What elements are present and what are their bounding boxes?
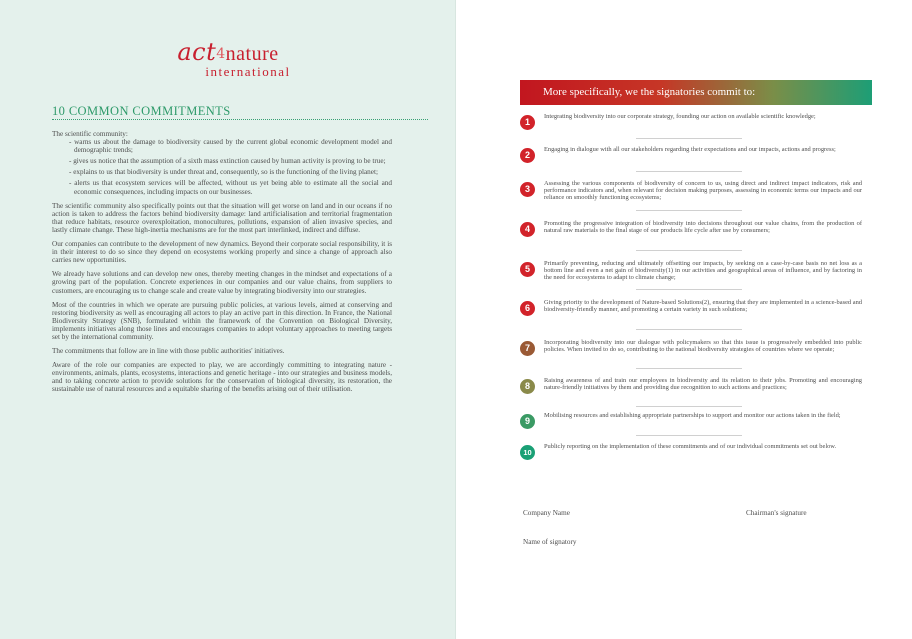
commitment-text: Engaging in dialogue with all our stakeholders regarding their expectations and our impacts, actions and progress; <box>544 146 836 153</box>
commitment-text: Integrating biodiversity into our corporate strategy, founding our action on available scientific knowledge; <box>544 113 816 120</box>
commitment-number-badge: 8 <box>520 379 535 394</box>
commitment-text: Primarily preventing, reducing and ultimately offsetting our impacts, by seeking on a case-by-case basis no net loss as a bottom line and even a net gain of biodiversity(1) in our activities and geographical areas of influence, and by factoring in the need for ecosystems to adapt to climate change; <box>544 260 862 282</box>
act4nature-logo <box>0 40 456 80</box>
bullet-item: - warns us about the damage to biodiversity caused by the current global economic development model and demographic trends; <box>69 138 392 155</box>
chairman-signature-label: Chairman's signature <box>746 509 807 517</box>
commitment-divider <box>636 406 742 407</box>
commitment-text: Mobilising resources and establishing appropriate partnerships to support and monitor our actions taken in the field; <box>544 412 841 419</box>
logo-four: 4 <box>216 46 226 62</box>
commitment-divider <box>636 250 742 251</box>
company-name-label: Company Name <box>523 509 570 517</box>
body-paragraph: Most of the countries in which we operate are pursuing public policies, at various levels, aimed at conserving and restoring biodiversity as well as encouraging all actors to play an active part in this direction. In France, the National Biodiversity Strategy (SNB), formulated within the framework of the Convention on Biological Diversity, implements initiatives along those lines and encourages companies to adopt voluntary approaches to meeting targets set by the international community. <box>52 300 392 341</box>
commitment-number-badge: 1 <box>520 115 535 130</box>
commitment-divider <box>636 329 742 330</box>
commitment-number-badge: 6 <box>520 301 535 316</box>
body-paragraph: The scientific community also specifically points out that the situation will get worse on land and in our oceans if no action is taken to address the factors behind biodiversity damage: land artificialisation and territorial fragmentation that reduce habitats, resource overexploitation, monocultures, pollutions, expansion of alien invasive species, and lastly climate change. These high-inertia mechanisms are for the most part interlinked, indirect and diffuse. <box>52 201 392 234</box>
body-paragraph: We already have solutions and can develop new ones, thereby meeting changes in the mindset and expectations of a growing part of the population. Concrete experiences in our companies and our value chains, from suppliers to customers, are encouraging us to change scale and create value by integrating biodiversity into our strategies. <box>52 270 392 295</box>
commitment-number-badge: 10 <box>520 445 535 460</box>
body-paragraph: The commitments that follow are in line with those public authorities' initiatives. <box>52 347 285 356</box>
commitment-divider <box>636 210 742 211</box>
commitment-text: Promoting the progressive integration of biodiversity into decisions throughout our value chains, from the production of natural raw materials to the final stage of our products life cycle after use by consumers; <box>544 220 862 235</box>
intro-paragraph: The scientific community: <box>52 130 128 138</box>
commitment-divider <box>636 138 742 139</box>
bullet-item: - gives us notice that the assumption of a sixth mass extinction caused by human activity is proving to be true; <box>69 157 386 166</box>
commitment-text: Incorporating biodiversity into our dialogue with policymakers so that this issue is progressively embedded into public policies. When invited to do so, contributing to the national biodiversity strategies of countries where we operate; <box>544 339 862 354</box>
commitment-text: Raising awareness of and train our employees in biodiversity and its relation to their jobs. Promoting and encouraging nature-friendly initiatives by them and providing due recognition to such actions and practices; <box>544 377 862 392</box>
section-title: 10 COMMON COMMITMENTS <box>52 104 231 118</box>
bullet-item: - explains to us that biodiversity is under threat and, consequently, so is the functioning of the living planet; <box>69 168 378 177</box>
logo-act: act <box>177 38 217 66</box>
logo-international: international <box>205 64 291 79</box>
body-paragraph: Our companies can contribute to the development of new dynamics. Beyond their corporate social responsibility, it is in their interest to do so since they depend on ecosystems working properly and since a change of approach also carries new opportunities. <box>52 240 392 265</box>
commitment-number-badge: 7 <box>520 341 535 356</box>
commitment-number-badge: 9 <box>520 414 535 429</box>
commitment-divider <box>636 289 742 290</box>
commitment-text: Giving priority to the development of Nature-based Solutions(2), ensuring that they are implemented in a science-based and biodiversity-friendly manner, and promoting a certain variety in such solutions; <box>544 299 862 314</box>
body-paragraph: Aware of the role our companies are expected to play, we are accordingly committing to integrating nature - environments, animals, plants, ecosystems, interactions and genetic heritage - into our strategies and business models, and to taking concrete action to provide solutions for the conservation of biological diversity, its restoration, the sustainable use of natural resources and a equitable sharing of the benefits arising out of their utilisation. <box>52 361 392 394</box>
commitments-banner: More specifically, we the signatories commit to: <box>520 80 872 105</box>
bullet-item: - alerts us that ecosystem services will be affected, without us yet being able to estimate all the social and economic consequences, including impacts on our businesses. <box>69 179 392 196</box>
commitment-number-badge: 2 <box>520 148 535 163</box>
commitment-text: Publicly reporting on the implementation of these commitments and of our individual commitments set out below. <box>544 443 837 450</box>
commitment-text: Assessing the various components of biodiversity of concern to us, using direct and indirect impact indicators, risk and performance indicators and, when relevant for decision making purposes, assessing in economic terms our impacts and our reliance on smoothly functioning ecosystems; <box>544 180 862 202</box>
left-body-text <box>52 130 392 400</box>
commitment-number-badge: 3 <box>520 182 535 197</box>
commitment-divider <box>636 171 742 172</box>
signatory-name-label: Name of signatory <box>523 538 577 546</box>
commitment-divider <box>636 435 742 436</box>
commitment-number-badge: 5 <box>520 262 535 277</box>
scientific-bullets <box>52 138 392 196</box>
commitment-divider <box>636 368 742 369</box>
commitment-number-badge: 4 <box>520 222 535 237</box>
dotted-divider <box>52 119 428 120</box>
logo-nature: nature <box>225 43 279 65</box>
